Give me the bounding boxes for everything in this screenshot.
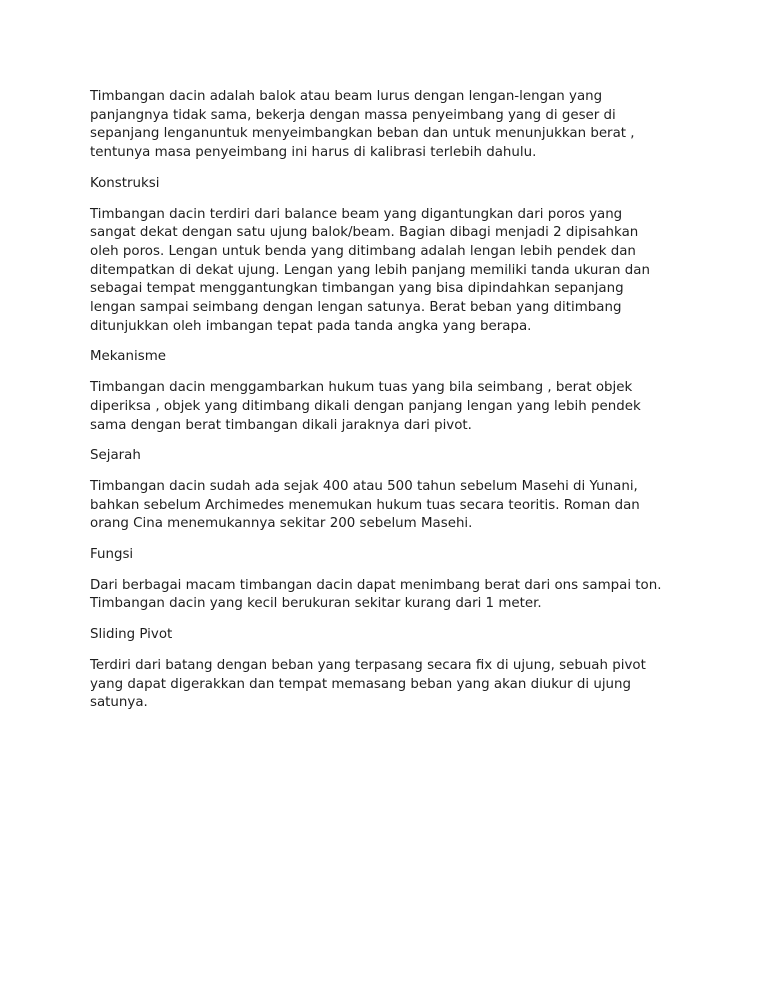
- section-body-sejarah: Timbangan dacin sudah ada sejak 400 atau 500 tahun sebelum Masehi di Yunani, bahkan sebelum Archimedes menemukan hukum tuas secara teoritis. Roman dan orang Cina menemukannya sekitar 200 sebelum Masehi.: [90, 478, 640, 532]
- section-body-konstruksi: Timbangan dacin terdiri dari balance beam yang digantungkan dari poros yang sangat dekat dengan satu ujung balok/beam. Bagian dibagi menjadi 2 dipisahkan oleh poros. Lengan untuk benda yang ditimbang adalah lengan lebih pendek dan ditempatkan di dekat ujung. Lengan yang lebih panjang memiliki tanda ukuran dan sebagai tempat menggantungkan timbangan yang bisa dipindahkan sepanjang lengan sampai seimbang dengan lengan satunya. Berat beban yang ditimbang ditunjukkan oleh imbangan tepat pada tanda angka yang berapa.: [90, 206, 650, 334]
- section-body-fungsi: Dari berbagai macam timbangan dacin dapat menimbang berat dari ons sampai ton. Timbangan dacin yang kecil berukuran sekitar kurang dari 1 meter.: [90, 577, 662, 612]
- section-body-sliding-pivot: Terdiri dari batang dengan beban yang terpasang secara fix di ujung, sebuah pivot yang dapat digerakkan dan tempat memasang beban yang akan diukur di ujung satunya.: [90, 657, 646, 711]
- section-heading-sliding-pivot: Sliding Pivot: [90, 627, 173, 643]
- section-heading-sejarah: Sejarah: [90, 448, 141, 464]
- section-heading-konstruksi: Konstruksi: [90, 175, 160, 191]
- section-body-mekanisme: Timbangan dacin menggambarkan hukum tuas yang bila seimbang , berat objek diperiksa , objek yang ditimbang dikali dengan panjang lengan yang lebih pendek sama dengan berat timbangan dikali jaraknya dari pivot.: [90, 380, 641, 433]
- section-heading-fungsi: Fungsi: [90, 547, 134, 563]
- intro-paragraph: Timbangan dacin adalah balok atau beam lurus dengan lengan-lengan yang panjangnya tidak sama, bekerja dengan massa penyeimbang yang di geser di sepanjang lenganuntuk menyeimbangkan beban dan untuk menunjukkan berat , tentunya masa penyeimbang ini harus di kalibrasi terlebih dahulu.: [90, 89, 635, 161]
- document-page: [90, 88, 680, 725]
- section-heading-mekanisme: Mekanisme: [90, 349, 166, 365]
